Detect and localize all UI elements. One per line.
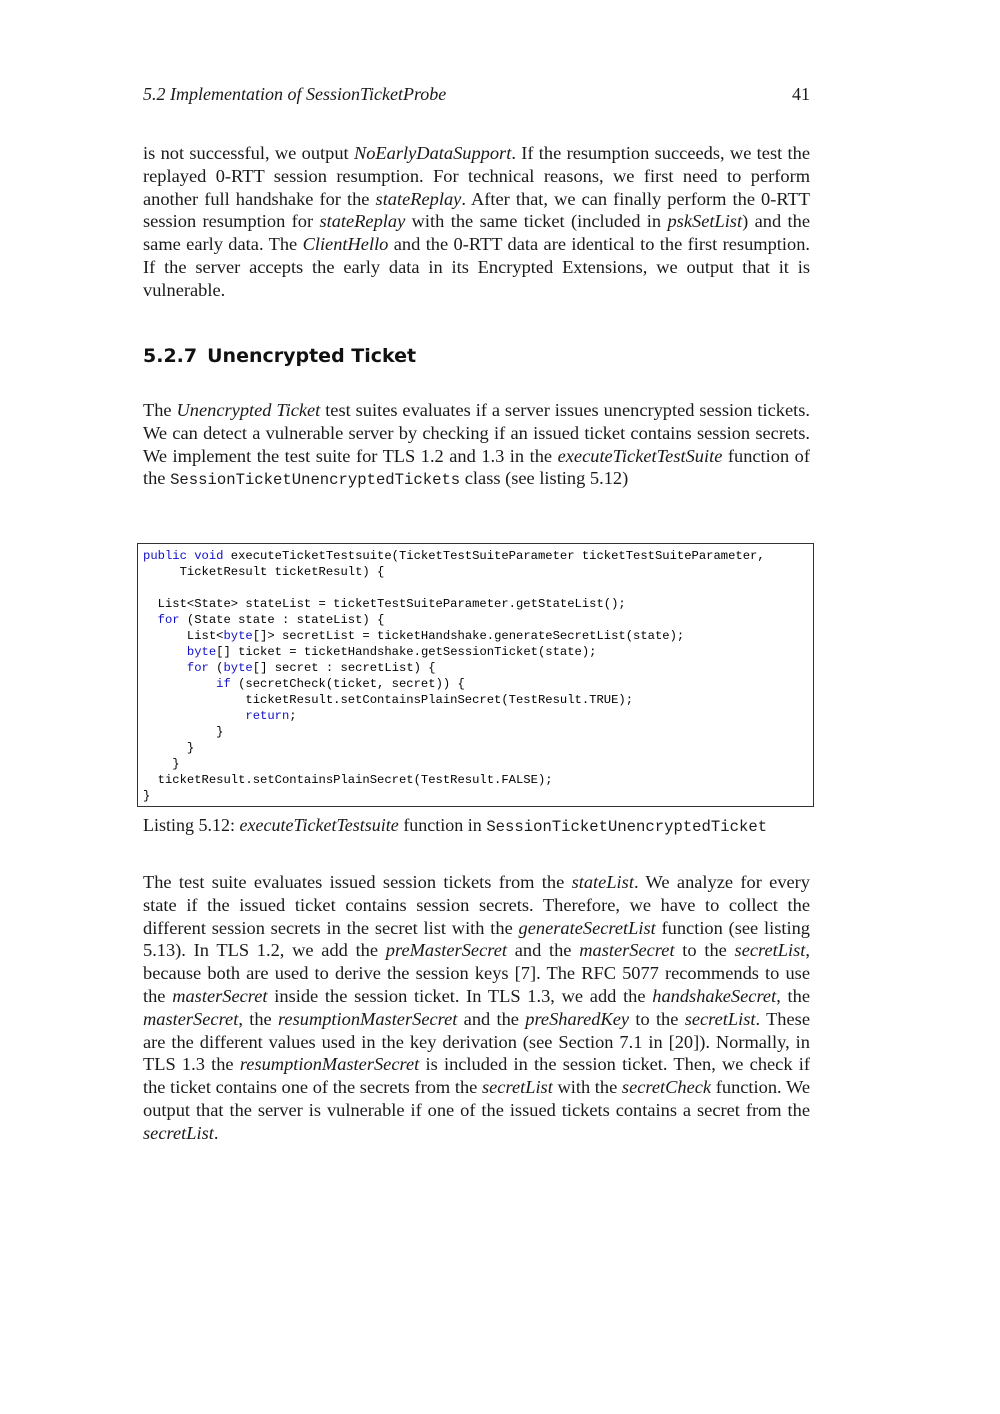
code-line: for (byte[] secret : secretList) { (186, 661, 436, 675)
code-line: ticketResult.setContainsPlainSecret(TestResult.TRUE); (143, 693, 634, 707)
section-number: 5.2.7 (143, 345, 198, 367)
page-number: 41 (792, 84, 810, 104)
code-line: ticketResult.setContainsPlainSecret(TestResult.FALSE); (143, 773, 553, 787)
code-line: public void executeTicketTestsuite(TicketTestSuiteParameter ticketTestSuiteParameter, (143, 549, 765, 563)
code-line: } (143, 741, 195, 755)
code-line: } (143, 757, 180, 771)
code-line: return; (245, 709, 297, 723)
code-listing (137, 543, 814, 807)
header-section-title: 5.2 Implementation of SessionTicketProbe (143, 84, 447, 104)
section-title: Unencrypted Ticket (207, 345, 417, 367)
paragraph-early-data: is not successful, we output NoEarlyDataSupport. If the resumption succeeds, we test the replayed 0-RTT session resumption. For technical reasons, we first need to perform another full handshake for the stateReplay. After that, we can finally perform the 0-RTT session resumption for stateReplay with the same ticket (included in pskSetList) and the same early data. The ClientHello and the 0-RTT data are identical to the first resumption. If the server accepts the early data in its Encrypted Extensions, we output that it is vulnerable. (143, 143, 810, 300)
code-line: byte[] ticket = ticketHandshake.getSessionTicket(state); (186, 645, 597, 659)
paragraph-unencrypted-intro: The Unencrypted Ticket test suites evaluates if a server issues unencrypted session tickets. We can detect a vulnerable server by checking if an issued ticket contains session secrets. We implement the test suite for TLS 1.2 and 1.3 in the executeTicketTestSuite function of the SessionTicketUnencryptedTickets class (see listing 5.12) (143, 400, 810, 490)
code-line: if (secretCheck(ticket, secret)) { (216, 677, 465, 691)
section-heading (143, 345, 810, 367)
code-line: } (143, 789, 151, 803)
listing-caption: Listing 5.12: executeTicketTestsuite function in SessionTicketUnencryptedTicket (143, 815, 768, 836)
code-line: for (State state : stateList) { (157, 613, 385, 627)
running-header (143, 84, 810, 108)
code-line: TicketResult ticketResult) { (143, 565, 385, 579)
paragraph-secret-list: The test suite evaluates issued session tickets from the stateList. We analyze for every state if the issued ticket contains session secrets. Therefore, we have to collect the different session secrets in the secret list with the generateSecretList function (see listing 5.13). In TLS 1.2, we add the preMasterSecret and the masterSecret to the secretList, because both are used to derive the session keys [7]. The RFC 5077 recommends to use the masterSecret inside the session ticket. In TLS 1.3, we add the handshakeSecret, the masterSecret, the resumptionMasterSecret and the preSharedKey to the secretList. These are the different values used in the key derivation (see Section 7.1 in [20]). Normally, in TLS 1.3 the resumptionMasterSecret is included in the session ticket. Then, we check if the ticket contains one of the secrets from the secretList with the secretCheck function. We output that the server is vulnerable if one of the issued tickets contains a secret from the secretList. (143, 872, 811, 1143)
code-line: List<State> stateList = ticketTestSuiteParameter.getStateList(); (143, 597, 626, 611)
code-line: List<byte[]> secretList = ticketHandshake.generateSecretList(state); (143, 629, 685, 643)
code-line: } (143, 725, 224, 739)
